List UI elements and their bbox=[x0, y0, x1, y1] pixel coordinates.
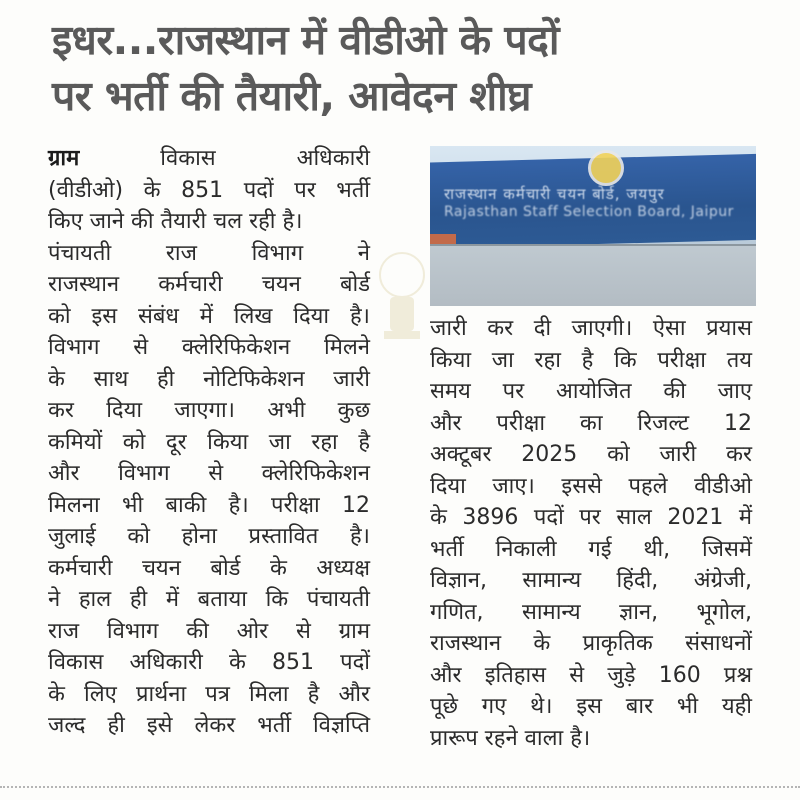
body-line: जुलाई को होना प्रस्तावित है। bbox=[48, 524, 370, 549]
body-line: राजस्थान के प्राकृतिक संसाधनों bbox=[430, 631, 752, 656]
body-line: ने हाल ही में बताया कि पंचायती bbox=[48, 587, 370, 612]
body-line: मिलना भी बाकी है। परीक्षा 12 bbox=[48, 492, 370, 518]
body-line: और इतिहास से जुड़े 160 प्रश्न bbox=[430, 662, 752, 688]
body-line: और परीक्षा का रिजल्ट 12 bbox=[430, 410, 752, 436]
signboard-english-text: Rajasthan Staff Selection Board, Jaipur bbox=[444, 204, 734, 220]
body-line: राज विभाग की ओर से ग्राम bbox=[48, 618, 370, 644]
body-line: भर्ती निकाली गई थी, जिसमें bbox=[430, 536, 752, 562]
body-line: के 3896 पदों पर साल 2021 में bbox=[430, 505, 752, 530]
body-line: पंचायती राज विभाग ने bbox=[48, 240, 370, 266]
body-line: गणित, सामान्य ज्ञान, भूगोल, bbox=[430, 599, 752, 625]
left-column-text bbox=[48, 143, 370, 742]
body-line: जल्द ही इसे लेकर भर्ती विज्ञप्ति bbox=[48, 713, 370, 738]
body-line: के लिए प्रार्थना पत्र मिला है और bbox=[48, 681, 370, 707]
body-line: किए जाने की तैयारी चल रही है। bbox=[48, 209, 303, 234]
right-column-text bbox=[430, 313, 752, 754]
body-line: विभाग से क्लेरिफिकेशन मिलने bbox=[48, 335, 370, 360]
body-line: (वीडीओ) के 851 पदों पर भर्ती bbox=[48, 177, 370, 203]
body-line: पूछे गए थे। इस बार भी यही bbox=[430, 694, 752, 719]
body-line: विज्ञान, सामान्य हिंदी, अंग्रेजी, bbox=[430, 568, 752, 593]
body-line: दिया जाए। इससे पहले वीडीओ bbox=[430, 473, 752, 499]
headline bbox=[52, 12, 772, 124]
lead-word: ग्राम bbox=[48, 146, 80, 171]
body-line: के साथ ही नोटिफिकेशन जारी bbox=[48, 366, 370, 392]
body-line: को इस संबंध में लिख दिया है। bbox=[48, 303, 370, 329]
body-line: कमियों को दूर किया जा रहा है bbox=[48, 429, 370, 455]
body-line bbox=[48, 143, 370, 175]
body-line: विकास अधिकारी के 851 पदों bbox=[48, 650, 370, 675]
body-line: प्रारूप रहने वाला है। bbox=[430, 725, 591, 751]
body-line: राजस्थान कर्मचारी चयन बोर्ड bbox=[48, 272, 370, 297]
signboard-hindi-text: राजस्थान कर्मचारी चयन बोर्ड, जयपुर bbox=[444, 185, 665, 203]
headline-line-2: पर भर्ती की तैयारी, आवेदन शीघ्र bbox=[52, 72, 532, 120]
lead-line-rest: विकास अधिकारी bbox=[79, 146, 370, 171]
body-line: अक्टूबर 2025 को जारी कर bbox=[430, 442, 752, 467]
rajasthan-staff-selection-board-photo bbox=[430, 146, 756, 306]
body-line: समय पर आयोजित की जाए bbox=[430, 379, 752, 404]
body-line: जारी कर दी जाएगी। ऐसा प्रयास bbox=[430, 316, 752, 341]
body-line: किया जा रहा है कि परीक्षा तय bbox=[430, 347, 752, 373]
emblem-watermark-icon bbox=[372, 245, 432, 355]
wall bbox=[430, 246, 756, 306]
body-line: और विभाग से क्लेरिफिकेशन bbox=[48, 461, 370, 486]
body-line: कर दिया जाएगा। अभी कुछ bbox=[48, 398, 370, 423]
emblem-icon bbox=[588, 150, 624, 186]
headline-line-1: इधर...राजस्थान में वीडीओ के पदों bbox=[52, 16, 560, 64]
bottom-divider bbox=[0, 786, 800, 788]
body-line: कर्मचारी चयन बोर्ड के अध्यक्ष bbox=[48, 555, 370, 581]
